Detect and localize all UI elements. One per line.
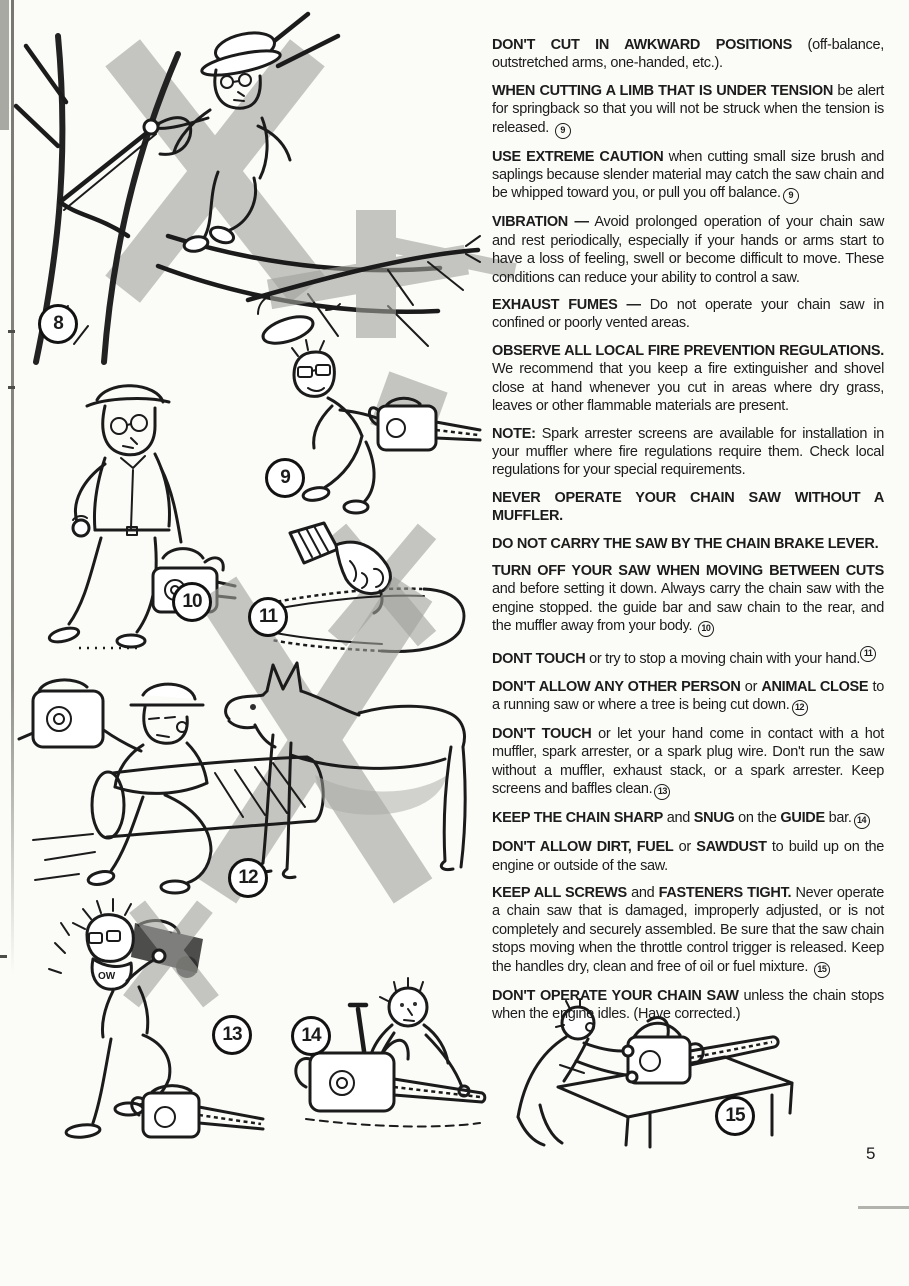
figure-badge-14: 14: [291, 1016, 331, 1056]
figure-ref-badge: 9: [555, 123, 571, 139]
safety-paragraph: DON'T ALLOW ANY OTHER PERSON or ANIMAL CLOSE to a running saw or where a tree is being cut down. 12: [492, 678, 884, 716]
figure-ref-badge: 15: [814, 962, 830, 978]
safety-paragraph: DON'T OPERATE YOUR CHAIN SAW unless the chain stops when the engine idles. (Have corrected.): [492, 987, 884, 1023]
scan-mark: [0, 955, 7, 958]
figure-ref-badge: 12: [792, 700, 808, 716]
safety-paragraph: VIBRATION — Avoid prolonged operation of your chain saw and rest periodically, especially if your hands or arms start to have a loss of feeling, swell or become difficult to move. These conditions can reduce your ability to control a saw.: [492, 214, 884, 286]
safety-paragraph: NOTE: Spark arrester screens are available for installation in your muffler where fire regulations require them. Check local regulations for your special requirements.: [492, 425, 884, 479]
scan-rule-line: [858, 1206, 909, 1209]
figure-ref-badge: 13: [654, 784, 670, 800]
figure-ref-badge: 11: [860, 646, 876, 662]
safety-text-column: [492, 36, 884, 1032]
safety-paragraph: DON'T ALLOW DIRT, FUEL or SAWDUST to build up on the engine or outside of the saw.: [492, 839, 884, 874]
figure-ref-badge: 9: [783, 188, 799, 204]
safety-paragraph: DON'T CUT IN AWKWARD POSITIONS (off-balance, outstretched arms, one-handed, etc.).: [492, 37, 884, 72]
safety-paragraph: KEEP ALL SCREWS and FASTENERS TIGHT. Never operate a chain saw that is damaged, improperly adjusted, or is not completely and securely assembled. Be sure that the saw chain stops moving when the throttle control trigger is released. Keep the handles dry, clean and free of oil or fuel mixture. 15: [492, 884, 884, 978]
figure-badge-9: 9: [265, 458, 305, 498]
safety-paragraph: DON'T TOUCH or let your hand come in contact with a hot muffler, spark arrester, or a spark plug wire. Don't run the saw without a muffler, exhaust stack, or a spark arrester. Keep screens and baffles clean. 13: [492, 725, 884, 800]
safety-paragraph: NEVER OPERATE YOUR CHAIN SAW WITHOUT A MUFFLER.: [492, 489, 884, 525]
safety-paragraph: EXHAUST FUMES — Do not operate your chain saw in confined or poorly vented areas.: [492, 297, 884, 332]
safety-paragraph: TURN OFF YOUR SAW WHEN MOVING BETWEEN CUTS and before setting it down. Always carry the chain saw with the engine stopped. the guide bar and saw chain to the rear, and the muffler away from your body. 10: [492, 562, 884, 637]
safety-paragraph: DO NOT CARRY THE SAW BY THE CHAIN BRAKE LEVER.: [492, 535, 879, 552]
safety-paragraph: DONT TOUCH or try to stop a moving chain with your hand. 11: [492, 646, 884, 668]
svg-text:OW: OW: [98, 971, 116, 982]
safety-paragraph: KEEP THE CHAIN SHARP and SNUG on the GUIDE bar. 14: [492, 809, 884, 829]
figure-ref-badge: 10: [698, 621, 714, 637]
figure-ref-badge: 14: [854, 813, 870, 829]
figure-badge-8: 8: [38, 304, 78, 344]
figure-badge-12: 12: [228, 858, 268, 898]
safety-paragraph: OBSERVE ALL LOCAL FIRE PREVENTION REGULATIONS. We recommend that you keep a fire extinguisher and shovel close at hand whenever you cut in areas where dry grass, leaves or other flammable materials are present.: [492, 342, 884, 415]
safety-paragraph: WHEN CUTTING A LIMB THAT IS UNDER TENSION be alert for springback so that you will not be struck when the tension is released. 9: [492, 82, 884, 139]
safety-paragraph: USE EXTREME CAUTION when cutting small size brush and saplings because slender material may catch the saw chain and be whipped toward you, or pull you off balance. 9: [492, 148, 884, 205]
figure-badge-13: 13: [212, 1015, 252, 1055]
illustration-adjusting-chain-tension: [258, 975, 483, 1140]
page-number: 5: [866, 1144, 876, 1163]
figure-badge-15: 15: [715, 1096, 755, 1136]
figure-badge-11: 11: [248, 597, 288, 637]
scan-mark: [8, 386, 15, 389]
figure-badge-10: 10: [172, 582, 212, 622]
